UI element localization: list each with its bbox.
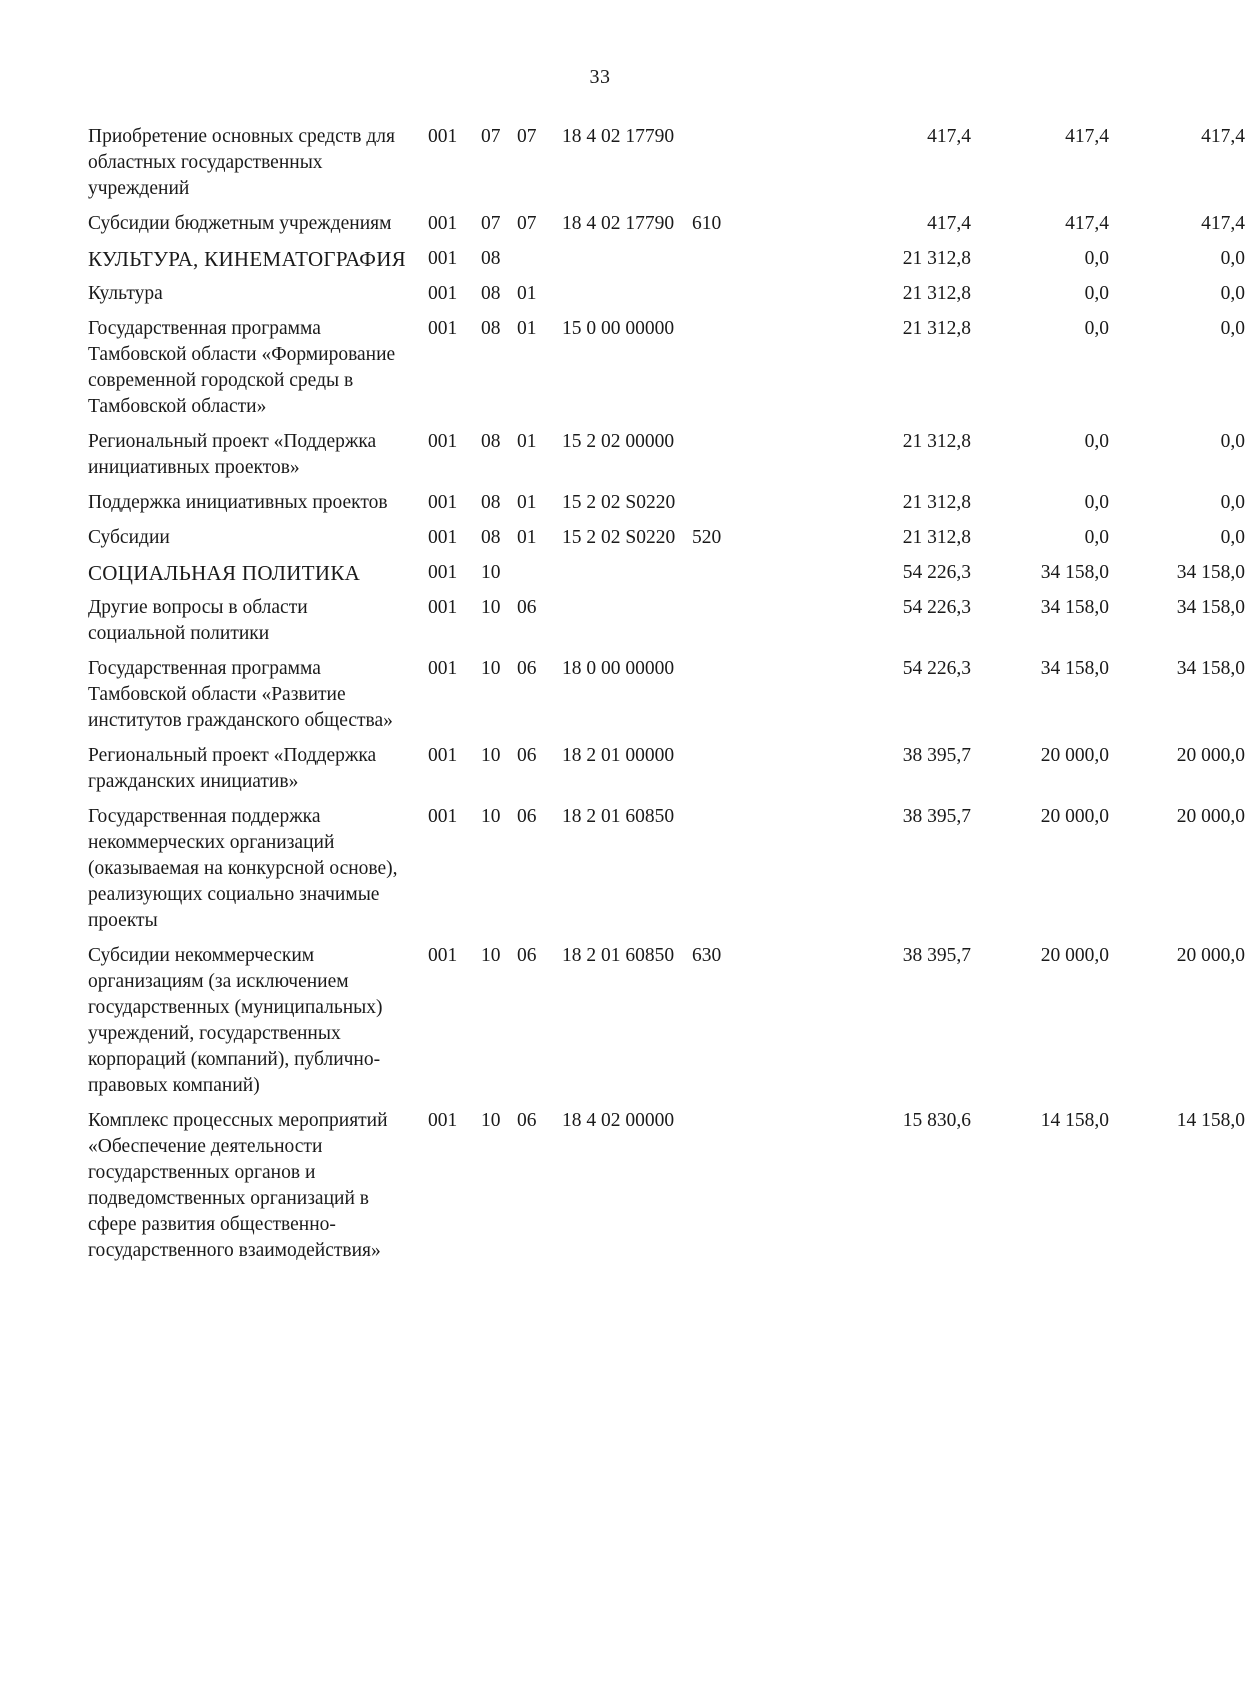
- row-name: Региональный проект «Поддержка гражданских инициатив»: [88, 745, 377, 792]
- row-name: Субсидии бюджетным учреждениям: [88, 213, 392, 234]
- target-article-code: 15 2 02 S0220: [562, 527, 676, 548]
- table-row: [88, 656, 1245, 734]
- table-row: [88, 743, 1245, 795]
- table-row: [88, 246, 1245, 272]
- subsection-code: 07: [517, 126, 537, 147]
- row-name: Субсидии: [88, 527, 170, 548]
- admin-code: 001: [428, 126, 458, 147]
- section-code: 10: [481, 597, 501, 618]
- target-article-code: 18 4 02 00000: [562, 1110, 675, 1131]
- section-code: 07: [481, 126, 501, 147]
- row-name: Субсидии некоммерческим организациям (за исключением государственных (муниципальных) учреждений, государственных корпораций (компаний), публично-правовых компаний): [88, 945, 383, 1096]
- table-row: [88, 560, 1245, 586]
- amount-year-3: 20 000,0: [1176, 745, 1245, 766]
- amount-year-1: 21 312,8: [902, 431, 971, 452]
- target-article-code: 18 4 02 17790: [562, 126, 675, 147]
- amount-year-3: 417,4: [1201, 126, 1245, 147]
- table-row: [88, 429, 1245, 481]
- target-article-code: 18 2 01 60850: [562, 806, 675, 827]
- target-article-code: 15 2 02 S0220: [562, 492, 676, 513]
- section-code: 10: [481, 806, 501, 827]
- section-code: 10: [481, 658, 501, 679]
- amount-year-3: 417,4: [1201, 213, 1245, 234]
- amount-year-2: 0,0: [1084, 283, 1109, 304]
- amount-year-2: 0,0: [1084, 527, 1109, 548]
- admin-code: 001: [428, 945, 458, 966]
- subsection-code: 01: [517, 492, 537, 513]
- amount-year-1: 21 312,8: [902, 248, 971, 269]
- section-code: 08: [481, 318, 501, 339]
- row-name: Культура: [88, 283, 163, 304]
- table-row: [88, 490, 1245, 516]
- table-row: [88, 525, 1245, 551]
- amount-year-3: 0,0: [1220, 492, 1245, 513]
- subsection-code: 01: [517, 431, 537, 452]
- amount-year-2: 20 000,0: [1040, 745, 1109, 766]
- table-row: [88, 595, 1245, 647]
- section-code: 10: [481, 945, 501, 966]
- subsection-code: 01: [517, 318, 537, 339]
- row-name: Комплекс процессных мероприятий «Обеспечение деятельности государственных органов и подведомственных организаций в сфере развития общественно-государственного взаимодействия»: [88, 1110, 388, 1261]
- section-code: 10: [481, 745, 501, 766]
- subsection-code: 07: [517, 213, 537, 234]
- section-code: 10: [481, 562, 501, 583]
- admin-code: 001: [428, 658, 458, 679]
- amount-year-1: 21 312,8: [902, 318, 971, 339]
- subsection-code: 06: [517, 945, 537, 966]
- amount-year-2: 0,0: [1084, 318, 1109, 339]
- row-name: Государственная программа Тамбовской области «Формирование современной городской среды в Тамбовской области»: [88, 318, 396, 417]
- section-code: 08: [481, 527, 501, 548]
- amount-year-3: 0,0: [1220, 318, 1245, 339]
- amount-year-2: 34 158,0: [1040, 562, 1109, 583]
- table-row: [88, 281, 1245, 307]
- admin-code: 001: [428, 597, 458, 618]
- page-number: 33: [589, 66, 611, 88]
- subsection-code: 01: [517, 527, 537, 548]
- admin-code: 001: [428, 806, 458, 827]
- section-code: 08: [481, 431, 501, 452]
- section-code: 08: [481, 492, 501, 513]
- amount-year-2: 20 000,0: [1040, 806, 1109, 827]
- amount-year-3: 0,0: [1220, 283, 1245, 304]
- admin-code: 001: [428, 527, 458, 548]
- amount-year-2: 20 000,0: [1040, 945, 1109, 966]
- amount-year-3: 0,0: [1220, 527, 1245, 548]
- admin-code: 001: [428, 492, 458, 513]
- subsection-code: 01: [517, 283, 537, 304]
- expense-type-code: 630: [692, 945, 722, 966]
- admin-code: 001: [428, 318, 458, 339]
- subsection-code: 06: [517, 597, 537, 618]
- amount-year-3: 34 158,0: [1176, 562, 1245, 583]
- amount-year-1: 21 312,8: [902, 283, 971, 304]
- amount-year-1: 38 395,7: [902, 745, 971, 766]
- target-article-code: 18 2 01 00000: [562, 745, 675, 766]
- amount-year-3: 20 000,0: [1176, 945, 1245, 966]
- row-name: Приобретение основных средств для областных государственных учреждений: [88, 126, 395, 199]
- table-row: [88, 316, 1245, 420]
- admin-code: 001: [428, 213, 458, 234]
- amount-year-1: 15 830,6: [902, 1110, 971, 1131]
- row-name: Государственная поддержка некоммерческих организаций (оказываемая на конкурсной основе), реализующих социально значимые проекты: [88, 806, 398, 931]
- amount-year-3: 0,0: [1220, 431, 1245, 452]
- row-name: Региональный проект «Поддержка инициативных проектов»: [88, 431, 377, 478]
- row-name: СОЦИАЛЬНАЯ ПОЛИТИКА: [88, 561, 361, 585]
- amount-year-2: 0,0: [1084, 248, 1109, 269]
- amount-year-3: 34 158,0: [1176, 658, 1245, 679]
- amount-year-2: 14 158,0: [1040, 1110, 1109, 1131]
- amount-year-1: 21 312,8: [902, 492, 971, 513]
- amount-year-2: 417,4: [1065, 126, 1109, 147]
- amount-year-3: 34 158,0: [1176, 597, 1245, 618]
- amount-year-1: 21 312,8: [902, 527, 971, 548]
- admin-code: 001: [428, 248, 458, 269]
- admin-code: 001: [428, 745, 458, 766]
- admin-code: 001: [428, 431, 458, 452]
- amount-year-1: 54 226,3: [902, 562, 971, 583]
- table-row: [88, 211, 1245, 237]
- amount-year-1: 417,4: [927, 213, 971, 234]
- row-name: Другие вопросы в области социальной политики: [88, 597, 308, 644]
- subsection-code: 06: [517, 806, 537, 827]
- table-row: [88, 804, 1245, 934]
- expense-type-code: 520: [692, 527, 722, 548]
- amount-year-2: 34 158,0: [1040, 658, 1109, 679]
- amount-year-3: 0,0: [1220, 248, 1245, 269]
- amount-year-2: 0,0: [1084, 492, 1109, 513]
- amount-year-1: 417,4: [927, 126, 971, 147]
- section-code: 08: [481, 248, 501, 269]
- target-article-code: 15 2 02 00000: [562, 431, 675, 452]
- amount-year-1: 54 226,3: [902, 658, 971, 679]
- admin-code: 001: [428, 283, 458, 304]
- row-name: Государственная программа Тамбовской области «Развитие институтов гражданского общества»: [88, 658, 393, 731]
- section-code: 07: [481, 213, 501, 234]
- amount-year-1: 38 395,7: [902, 945, 971, 966]
- target-article-code: 18 0 00 00000: [562, 658, 675, 679]
- amount-year-2: 0,0: [1084, 431, 1109, 452]
- subsection-code: 06: [517, 745, 537, 766]
- subsection-code: 06: [517, 658, 537, 679]
- amount-year-3: 20 000,0: [1176, 806, 1245, 827]
- amount-year-1: 38 395,7: [902, 806, 971, 827]
- table-row: [88, 124, 1245, 202]
- target-article-code: 15 0 00 00000: [562, 318, 675, 339]
- target-article-code: 18 2 01 60850: [562, 945, 675, 966]
- table-row: [88, 943, 1245, 1099]
- table-row: [88, 1108, 1245, 1264]
- subsection-code: 06: [517, 1110, 537, 1131]
- amount-year-3: 14 158,0: [1176, 1110, 1245, 1131]
- amount-year-1: 54 226,3: [902, 597, 971, 618]
- admin-code: 001: [428, 562, 458, 583]
- target-article-code: 18 4 02 17790: [562, 213, 675, 234]
- amount-year-2: 417,4: [1065, 213, 1109, 234]
- section-code: 08: [481, 283, 501, 304]
- expense-type-code: 610: [692, 213, 722, 234]
- admin-code: 001: [428, 1110, 458, 1131]
- row-name: КУЛЬТУРА, КИНЕМАТОГРАФИЯ: [88, 247, 406, 271]
- row-name: Поддержка инициативных проектов: [88, 492, 388, 513]
- section-code: 10: [481, 1110, 501, 1131]
- budget-table: [88, 124, 1245, 1273]
- amount-year-2: 34 158,0: [1040, 597, 1109, 618]
